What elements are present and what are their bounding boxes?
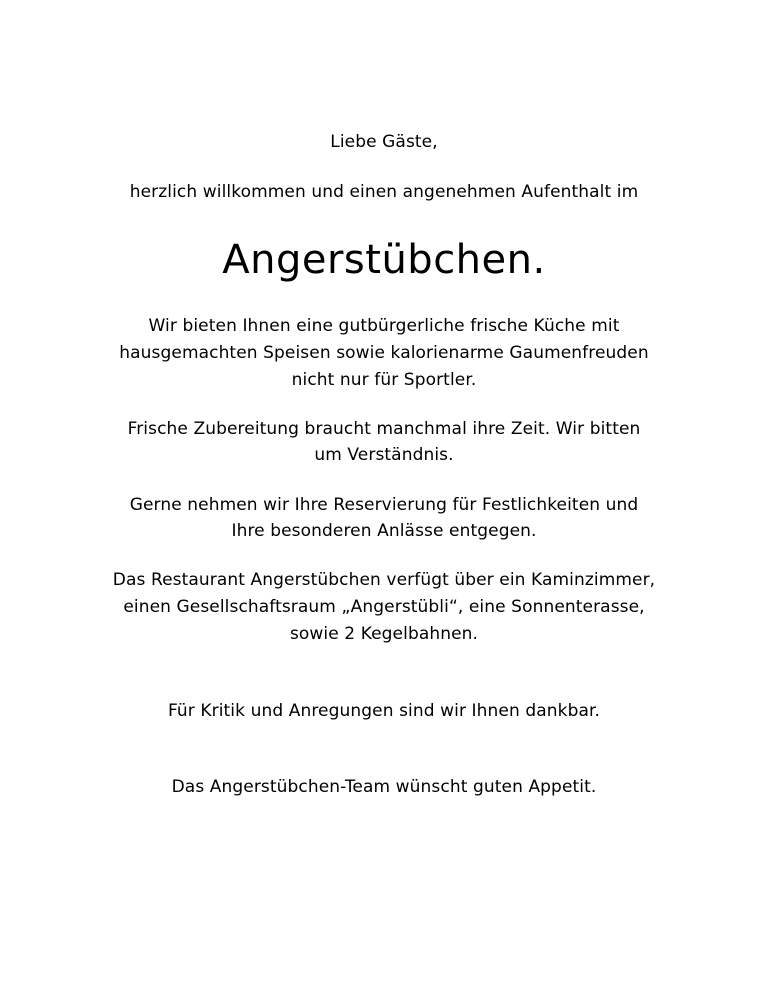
welcome-line: herzlich willkommen und einen angenehmen Aufenthalt im <box>129 182 639 202</box>
restaurant-title: Angerstübchen. <box>222 237 546 283</box>
text-line: nicht nur für Sportler. <box>291 370 477 390</box>
text-line: einen Gesellschaftsraum „Angerstübli“, eine Sonnenterasse, <box>123 597 645 617</box>
feedback-line: Für Kritik und Anregungen sind wir Ihnen dankbar. <box>167 701 601 721</box>
closing-line: Das Angerstübchen-Team wünscht guten Appetit. <box>171 777 597 797</box>
text-line: hausgemachten Speisen sowie kalorienarme Gaumenfreuden <box>119 343 649 363</box>
text-line: Wir bieten Ihnen eine gutbürgerliche frische Küche mit <box>148 316 620 336</box>
text-line: um Verständnis. <box>314 445 454 465</box>
text-line: Gerne nehmen wir Ihre Reservierung für Festlichkeiten und <box>129 495 639 515</box>
text-line: Das Restaurant Angerstübchen verfügt über ein Kaminzimmer, <box>112 570 656 590</box>
text-line: Frische Zubereitung braucht manchmal ihre Zeit. Wir bitten <box>127 419 641 439</box>
text-line: sowie 2 Kegelbahnen. <box>289 624 479 644</box>
greeting: Liebe Gäste, <box>330 132 438 152</box>
text-line: Ihre besonderen Anlässe entgegen. <box>231 521 537 541</box>
